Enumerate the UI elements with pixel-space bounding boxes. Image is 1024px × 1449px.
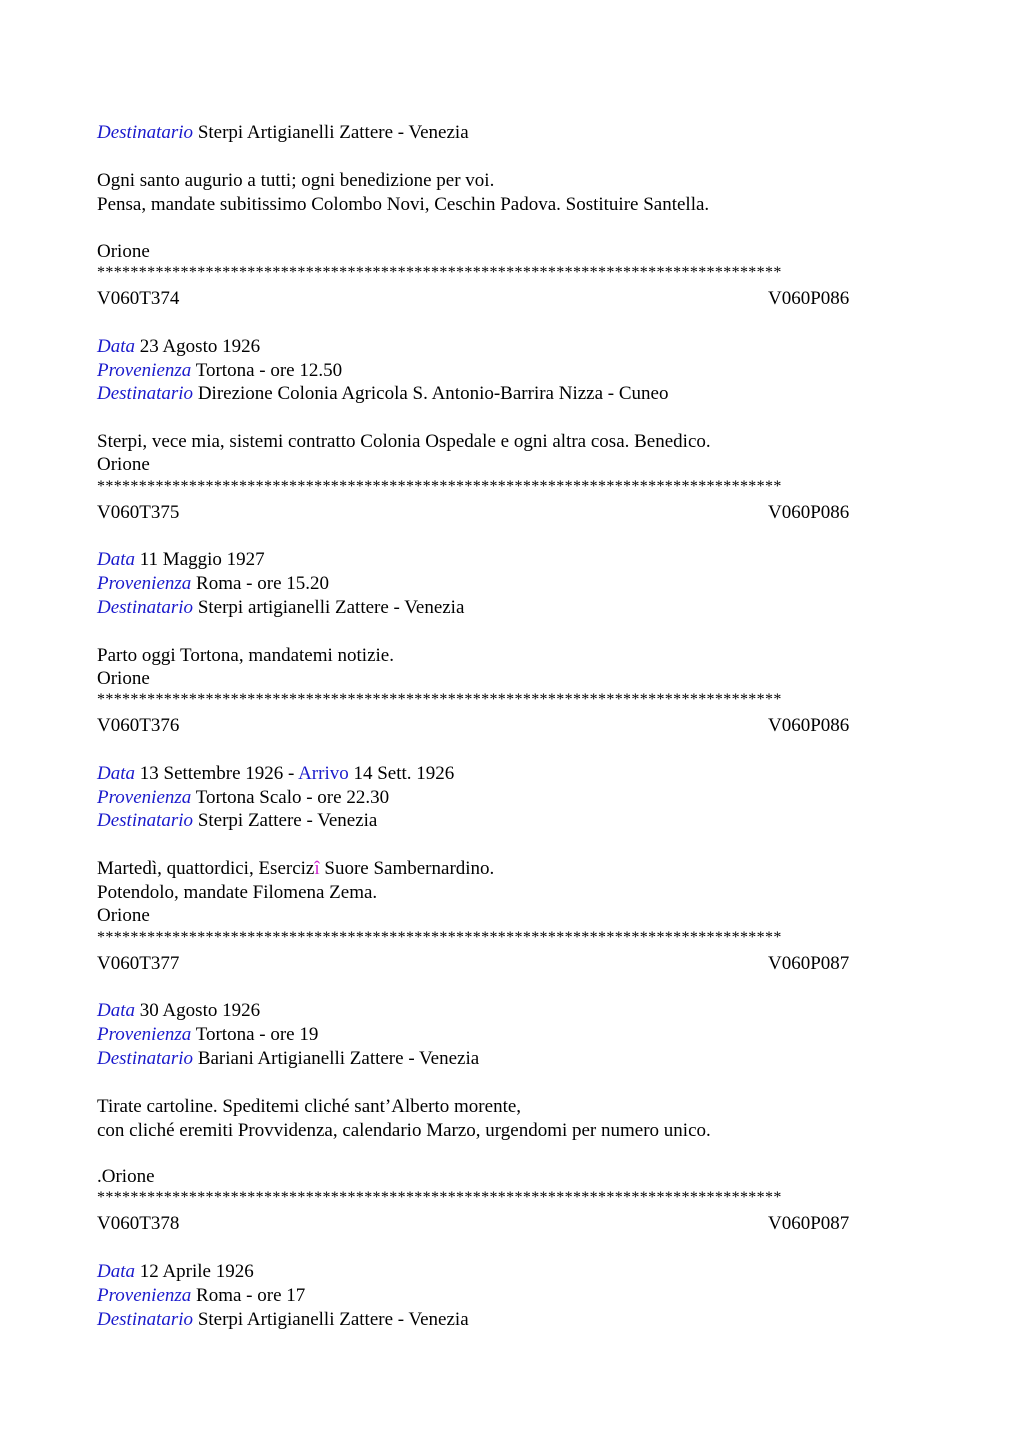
signature: Orione [97,241,150,262]
recipient-label: Destinatario [97,1048,194,1069]
origin-label: Provenienza [97,1024,192,1045]
recipient-line [97,809,377,833]
recipient-value: Sterpi Artigianelli Zattere - Venezia [197,122,469,143]
page-code: V060P086 [768,502,850,523]
recipient-label: Destinatario [97,383,194,404]
arrival-label: Arrivo [298,763,349,784]
date-value: 23 Agosto 1926 [139,336,261,357]
message-line: con cliché eremiti Provvidenza, calendario Marzo, urgendomi per numero unico. [97,1120,711,1141]
date-value: 13 Settembre 1926 - [139,763,299,784]
origin-value: Tortona - ore 19 [195,1024,319,1045]
signature: Orione [97,905,150,926]
recipient-line [97,1047,479,1071]
entry-code: V060T377 [97,953,180,974]
signature: .Orione [97,1166,155,1187]
page-code: V060P087 [768,1213,850,1234]
message-line: Potendolo, mandate Filomena Zema. [97,882,378,903]
message-text: Martedì, quattordici, Eserciz [97,858,315,879]
recipient-label: Destinatario [97,122,194,143]
recipient-value: Sterpi artigianelli Zattere - Venezia [197,597,465,618]
message-line: Sterpi, vece mia, sistemi contratto Colonia Ospedale e ogni altra cosa. Benedico. [97,431,711,452]
date-line [97,762,454,786]
date-label: Data [97,763,135,784]
message-line: Pensa, mandate subitissimo Colombo Novi, Ceschin Padova. Sostituire Santella. [97,194,710,215]
origin-value: Tortona Scalo - ore 22.30 [195,787,390,808]
date-line [97,999,260,1023]
accent-char: î [314,858,320,879]
recipient-value: Bariani Artigianelli Zattere - Venezia [197,1048,480,1069]
origin-label: Provenienza [97,1285,192,1306]
origin-line [97,1023,318,1047]
origin-value: Tortona - ore 12.50 [195,360,343,381]
arrival-value: 14 Sett. 1926 [353,763,455,784]
recipient-value: Direzione Colonia Agricola S. Antonio-Barrira Nizza - Cuneo [197,383,669,404]
recipient-value: Sterpi Artigianelli Zattere - Venezia [197,1309,469,1330]
message-line: Tirate cartoline. Speditemi cliché sant’Alberto morente, [97,1096,522,1117]
date-value: 11 Maggio 1927 [139,549,265,570]
recipient-line [97,121,469,145]
date-line [97,1260,254,1284]
date-value: 12 Aprile 1926 [139,1261,254,1282]
recipient-value: Sterpi Zattere - Venezia [197,810,378,831]
signature: Orione [97,454,150,475]
recipient-label: Destinatario [97,1309,194,1330]
entry-code: V060T378 [97,1213,180,1234]
origin-line [97,1284,305,1308]
recipient-line [97,382,668,406]
page-code: V060P086 [768,288,850,309]
date-value: 30 Agosto 1926 [139,1000,261,1021]
recipient-line [97,596,464,620]
origin-line [97,572,329,596]
origin-label: Provenienza [97,573,192,594]
date-line [97,335,260,359]
separator: ********************************************************************************** [97,930,782,946]
date-label: Data [97,549,135,570]
separator: ********************************************************************************** [97,479,782,495]
separator: ********************************************************************************** [97,692,782,708]
message-line: Ogni santo augurio a tutti; ogni benedizione per voi. [97,170,495,191]
origin-label: Provenienza [97,787,192,808]
recipient-label: Destinatario [97,597,194,618]
origin-value: Roma - ore 15.20 [196,573,330,594]
separator: ********************************************************************************** [97,1190,782,1206]
date-label: Data [97,1000,135,1021]
origin-value: Roma - ore 17 [196,1285,306,1306]
origin-line [97,786,389,810]
entry-code: V060T374 [97,288,180,309]
date-label: Data [97,1261,135,1282]
entry-code: V060T375 [97,502,180,523]
page-code: V060P086 [768,715,850,736]
origin-label: Provenienza [97,360,192,381]
separator: ********************************************************************************** [97,265,782,281]
date-line [97,548,265,572]
origin-line [97,359,342,383]
date-label: Data [97,336,135,357]
signature: Orione [97,668,150,689]
recipient-label: Destinatario [97,810,194,831]
page-code: V060P087 [768,953,850,974]
message-line: Parto oggi Tortona, mandatemi notizie. [97,645,394,666]
message-text: Suore Sambernardino. [319,858,495,879]
recipient-line [97,1308,469,1332]
entry-code: V060T376 [97,715,180,736]
message-line [97,857,494,881]
